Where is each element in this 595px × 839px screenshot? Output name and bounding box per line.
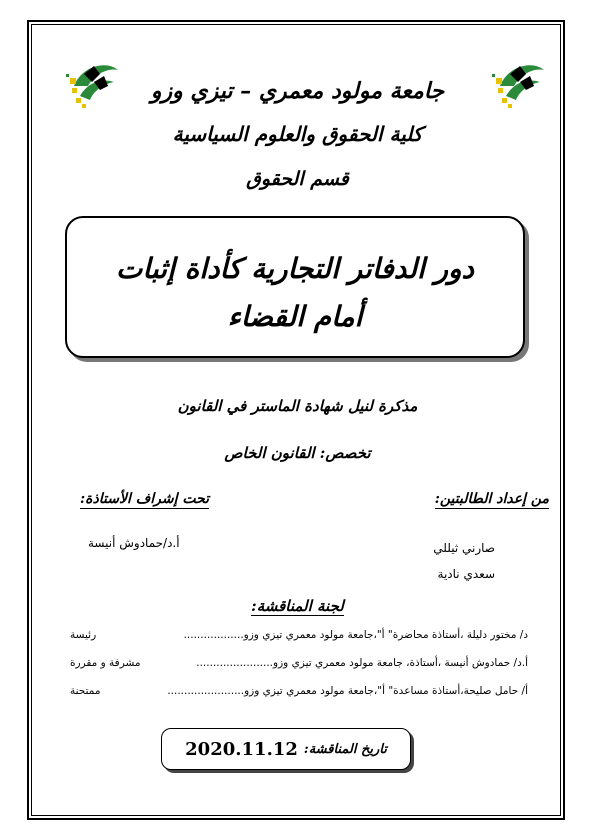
supervisor-name: أ.د/حمادوش أنيسة xyxy=(88,536,180,550)
jury-member-details: أ.د/ حمادوش أنيسة ،أستاذة، جامعة مولود معمري تيزي وزو....................... xyxy=(196,657,528,669)
university-name: جامعة مولود معمري – تيزي وزو xyxy=(150,78,445,104)
defense-date-label: تاريخ المناقشة: xyxy=(303,741,387,757)
jury-heading: لجنة المناقشة: xyxy=(251,597,344,615)
jury-heading-wrap xyxy=(0,596,595,616)
student-name: سعدي نادية xyxy=(437,567,495,581)
jury-member xyxy=(70,629,528,641)
students-heading: من إعداد الطالبتين: xyxy=(434,491,549,507)
thesis-title-line2: أمام القضاء xyxy=(227,300,363,333)
department-name: قسم الحقوق xyxy=(246,168,349,190)
student-name: صارني ثيللي xyxy=(433,541,495,555)
jury-member-details: أ/ حامل صليحة،أستاذة مساعدة" أ"،جامعة مولود معمري تيزي وزو....................... xyxy=(167,685,528,697)
jury-member xyxy=(70,685,528,697)
defense-date-value: 2020.11.12 xyxy=(185,738,298,760)
thesis-title-box xyxy=(65,216,525,358)
supervisor-heading: تحت إشراف الأستاذة: xyxy=(80,491,210,507)
jury-member xyxy=(70,657,528,669)
specialty: تخصص: القانون الخاص xyxy=(224,444,371,462)
jury-member-role: ممتحنة xyxy=(70,685,101,697)
defense-date-box xyxy=(161,728,411,770)
jury-member-role: مشرفة و مقررة xyxy=(70,657,141,669)
jury-member-role: رئيسة xyxy=(70,629,97,641)
thesis-title-line1: دور الدفاتر التجارية كأداة إثبات xyxy=(115,252,475,285)
jury-member-details: د/ مختور دليلة ،أستاذة محاضرة" أ"،جامعة مولود معمري تيزي وزو.................. xyxy=(183,629,528,641)
faculty-name: كلية الحقوق والعلوم السياسية xyxy=(172,122,423,146)
degree-statement: مذكرة لنيل شهادة الماستر في القانون xyxy=(177,397,418,415)
